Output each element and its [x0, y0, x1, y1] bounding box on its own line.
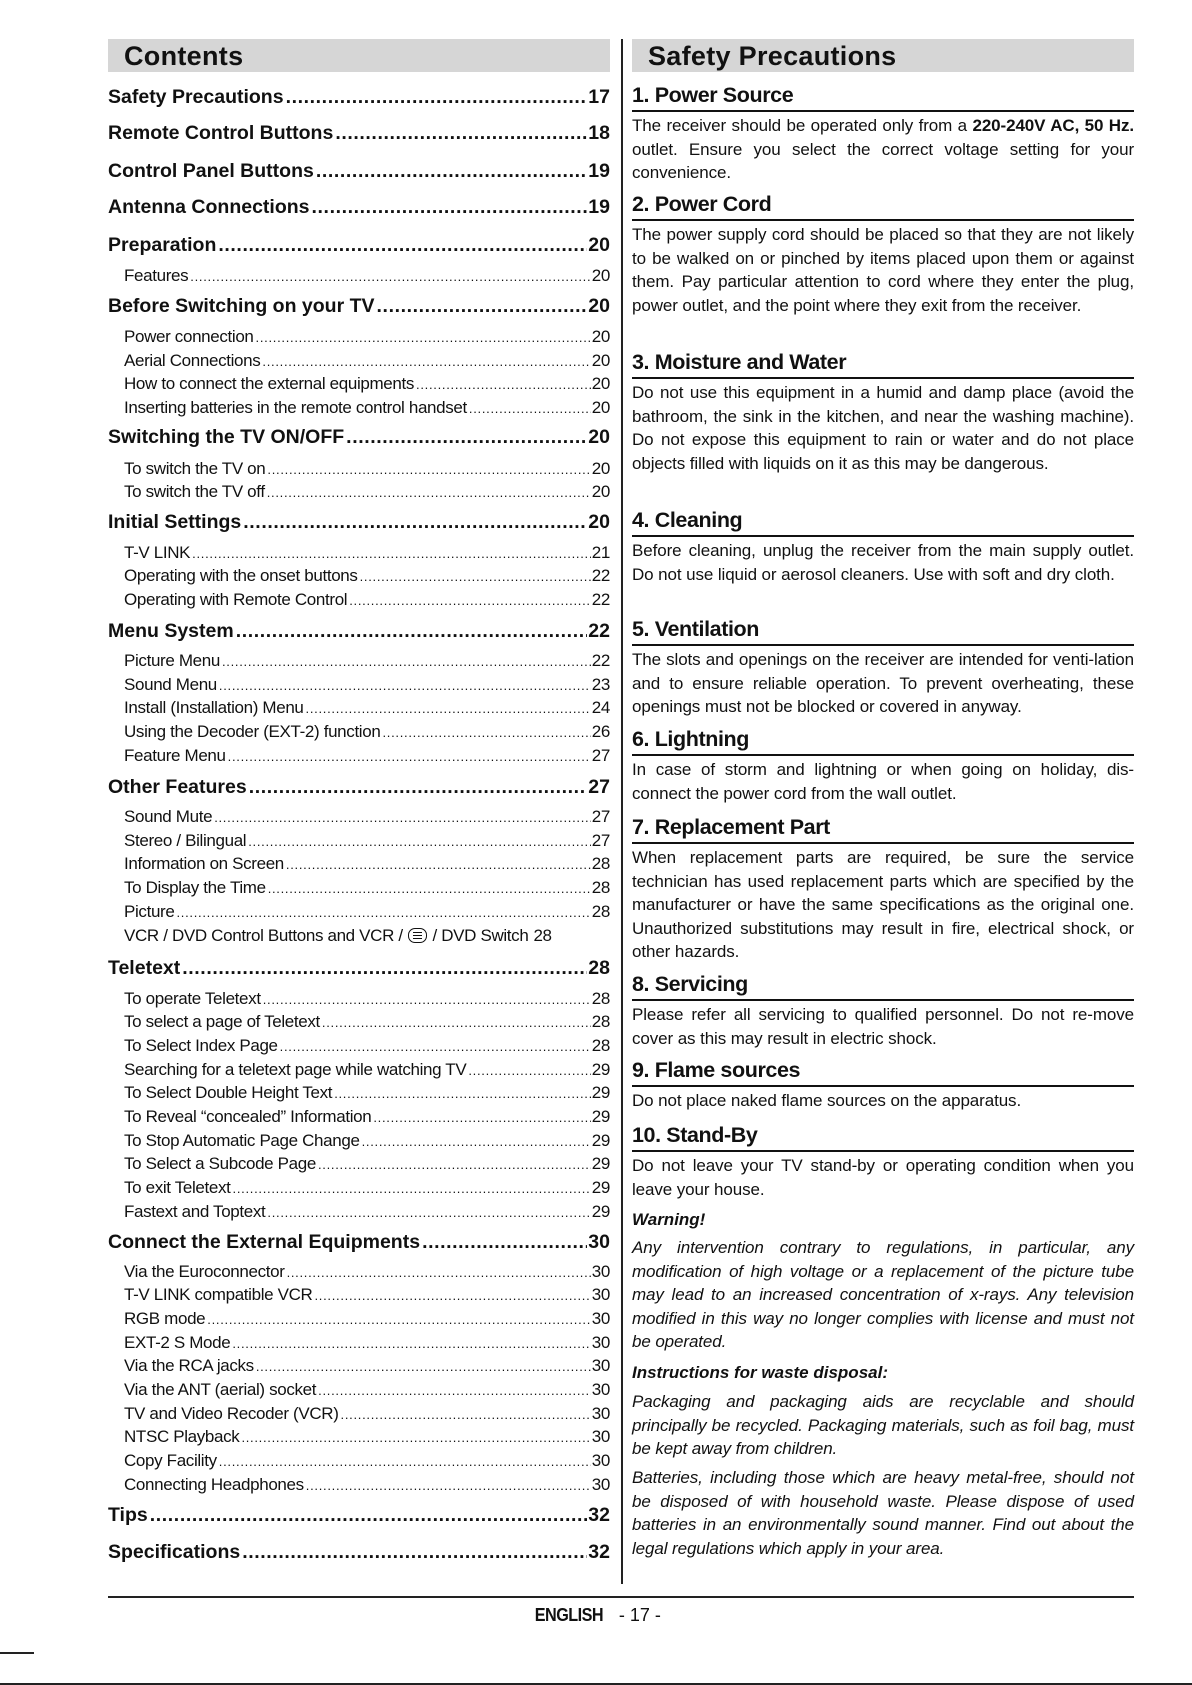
- toc-subsection-entry[interactable]: [108, 1474, 610, 1497]
- toc-subsection-entry[interactable]: [108, 697, 610, 720]
- toc-page-number: 29: [591, 1202, 610, 1221]
- toc-leader-dots: [280, 1036, 591, 1058]
- toc-subsection-entry[interactable]: [108, 1308, 610, 1331]
- toc-entry-label: Before Switching on your TV: [108, 295, 375, 317]
- toc-page-number: 29: [591, 1178, 610, 1197]
- toc-page-number: 30: [591, 1309, 610, 1328]
- toc-page-number: 20: [591, 351, 610, 370]
- toc-page-number: 20: [588, 234, 610, 256]
- toc-page-number: 20: [591, 482, 610, 501]
- toc-leader-dots: [222, 651, 591, 673]
- toc-leader-dots: [360, 566, 591, 588]
- toc-entry-label: Other Features: [108, 776, 247, 798]
- toc-section-entry[interactable]: [108, 1540, 610, 1564]
- toc-leader-dots: [219, 675, 591, 697]
- toc-entry-label: Information on Screen: [124, 854, 284, 873]
- toc-subsection-entry[interactable]: [108, 721, 610, 744]
- toc-leader-dots: [322, 1012, 591, 1034]
- toc-page-number: 22: [591, 566, 610, 585]
- toc-entry-label: Aerial Connections: [124, 351, 261, 370]
- toc-entry-label: T-V LINK compatible VCR: [124, 1285, 313, 1304]
- toc-subsection-entry[interactable]: [108, 1332, 610, 1355]
- safety-header: [632, 39, 1134, 72]
- toc-leader-dots: [243, 510, 587, 534]
- toc-page-number: 18: [588, 122, 610, 144]
- toc-subsection-entry[interactable]: [108, 1379, 610, 1402]
- toc-leader-dots: [228, 746, 591, 768]
- toc-subsection-entry[interactable]: [108, 877, 610, 900]
- section-heading: 1. Power Source: [632, 82, 1134, 112]
- toc-entry-label: TV and Video Recoder (VCR): [124, 1404, 339, 1423]
- section-text: Do not use this equipment in a humid and damp place (avoid the bathroom, the sink in the kitchen, and near the washing machine). Do not expose this equipment to rain or water and do not place objects filled with liquids on it as this may be dangerous.: [632, 383, 1134, 473]
- section-text: Please refer all servicing to qualified personnel. Do not re-move cover as this may result in electric shock.: [632, 1005, 1134, 1048]
- toc-leader-dots: [233, 1178, 591, 1200]
- toc-subsection-entry[interactable]: [108, 1450, 610, 1473]
- toc-page-number: 29: [591, 1154, 610, 1173]
- bottom-rule: [0, 1683, 1192, 1685]
- toc-entry-label: To Reveal “concealed” Information: [124, 1107, 372, 1126]
- toc-entry-label: Fastext and Toptext: [124, 1202, 266, 1221]
- section-text-part: The receiver should be operated only from a: [632, 116, 973, 135]
- toc-page-number: 30: [591, 1356, 610, 1375]
- toc-entry-label: Stereo / Bilingual: [124, 831, 247, 850]
- toc-subsection-entry[interactable]: [108, 1403, 610, 1426]
- toc-leader-dots: [349, 590, 591, 612]
- toc-entry-label: Power connection: [124, 327, 254, 346]
- toc-subsection-entry[interactable]: [108, 1153, 610, 1176]
- toc-entry-label: [124, 925, 528, 947]
- toc-leader-dots: [469, 398, 591, 420]
- toc-entry-label: Via the RCA jacks: [124, 1356, 254, 1375]
- toc-entry-label: Initial Settings: [108, 511, 242, 533]
- toc-page-number: 27: [591, 831, 610, 850]
- toc-entry-label: Preparation: [108, 234, 217, 256]
- toc-leader-dots: [286, 854, 591, 876]
- toc-page-number: 28: [588, 957, 610, 979]
- toc-page-number: 30: [591, 1427, 610, 1446]
- toc-subsection-entry[interactable]: [108, 458, 610, 481]
- toc-leader-dots: [306, 1475, 591, 1497]
- toc-section-entry[interactable]: [108, 510, 610, 534]
- toc-entry-label: To Stop Automatic Page Change: [124, 1131, 360, 1150]
- section-text: [632, 114, 1134, 185]
- toc-leader-dots: [314, 1285, 590, 1307]
- toc-leader-dots: [150, 1503, 588, 1527]
- page-number: - 17 -: [618, 1605, 661, 1625]
- toc-leader-dots: [214, 807, 591, 829]
- toc-entry-label: Connect the External Equipments: [108, 1231, 421, 1253]
- toc-subsection-entry[interactable]: [108, 542, 610, 565]
- toc-subsection-entry[interactable]: [108, 1035, 610, 1058]
- voltage-spec: 220-240V AC, 50 Hz.: [972, 116, 1134, 135]
- toc-leader-dots: [267, 1202, 590, 1224]
- toc-leader-dots: [182, 956, 587, 980]
- toc-section-entry[interactable]: [108, 233, 610, 257]
- toc-entry-label: Specifications: [108, 1541, 241, 1563]
- waste-disposal-label: Instructions for waste disposal:: [632, 1363, 888, 1382]
- toc-subsection-entry[interactable]: [108, 901, 610, 924]
- section-text: In case of storm and lightning or when going on holiday, dis-connect the power cord from the wall outlet.: [632, 760, 1134, 803]
- toc-page-number: 19: [588, 196, 610, 218]
- toc-leader-dots: [242, 1540, 587, 1564]
- toc-entry-label: To Display the Time: [124, 878, 266, 897]
- toc-leader-dots: [316, 159, 587, 183]
- contents-title: Contents: [124, 41, 244, 71]
- toc-page-number: 30: [591, 1404, 610, 1423]
- toc-page-number: 24: [591, 698, 610, 717]
- toc-section-entry[interactable]: [108, 195, 610, 219]
- section-heading: 2. Power Cord: [632, 191, 1134, 221]
- toc-page-number: 22: [591, 590, 610, 609]
- toc-entry-label: Install (Installation) Menu: [124, 698, 304, 717]
- toc-entry-label: Operating with the onset buttons: [124, 566, 358, 585]
- toc-section-entry[interactable]: [108, 775, 610, 799]
- toc-section-entry[interactable]: [108, 619, 610, 643]
- toc-page-number: 30: [591, 1262, 610, 1281]
- toc-subsection-entry[interactable]: [108, 853, 610, 876]
- toc-leader-dots: [256, 1356, 591, 1378]
- toc-entry-label: Sound Mute: [124, 807, 213, 826]
- toc-subsection-entry[interactable]: [108, 397, 610, 420]
- toc-entry-label: Connecting Headphones: [124, 1475, 304, 1494]
- toc-entry-label: Control Panel Buttons: [108, 160, 314, 182]
- toc-leader-dots: [287, 1262, 591, 1284]
- toc-entry-label: Operating with Remote Control: [124, 590, 348, 609]
- toc-page-number: 23: [591, 675, 610, 694]
- toc-page-number: 30: [591, 1285, 610, 1304]
- toc-page-number: 26: [591, 722, 610, 741]
- footer-rule: [108, 1596, 1134, 1598]
- section-heading: 9. Flame sources: [632, 1057, 1134, 1087]
- toc-entry-label: Using the Decoder (EXT-2) function: [124, 722, 381, 741]
- toc-subsection-entry[interactable]: [108, 806, 610, 829]
- toc-entry-label: To Select Index Page: [124, 1036, 278, 1055]
- toc-subsection-entry[interactable]: [108, 1355, 610, 1378]
- toc-page-number: 21: [591, 543, 610, 562]
- toc-page-number: 20: [591, 459, 610, 478]
- toc-section-entry[interactable]: [108, 1503, 610, 1527]
- toc-leader-dots: [249, 775, 588, 799]
- footer-language: ENGLISH: [534, 1605, 604, 1625]
- page-footer: [0, 1604, 1192, 1626]
- contents-header: [108, 39, 610, 72]
- section-heading: 6. Lightning: [632, 726, 1134, 756]
- warning-text: Any intervention contrary to regulations, in particular, any modification of high voltage or a replacement of the picture tube may lead to an increased concentration of x-rays. Any television modified in this way no longer complies with license and must not be operated.: [632, 1238, 1134, 1351]
- toc-page-number: 28: [591, 1036, 610, 1055]
- toc-entry-label: Features: [124, 266, 189, 285]
- toc-section-entry[interactable]: [108, 956, 610, 980]
- toc-entry-label: How to connect the external equipments: [124, 374, 415, 393]
- toc-subsection-entry[interactable]: [108, 650, 610, 673]
- toc-entry-label: Via the Euroconnector: [124, 1262, 285, 1281]
- toc-leader-dots: [248, 831, 591, 853]
- toc-subsection-entry[interactable]: [108, 745, 610, 768]
- toc-subsection-entry[interactable]: [108, 925, 610, 947]
- toc-page-number: 28: [591, 989, 610, 1008]
- toc-entry-label: T-V LINK: [124, 543, 191, 562]
- toc-entry-label: Searching for a teletext page while watching TV: [124, 1060, 467, 1079]
- toc-entry-label: Antenna Connections: [108, 196, 310, 218]
- toc-leader-dots: [312, 195, 588, 219]
- toc-subsection-entry[interactable]: [108, 1011, 610, 1034]
- toc-entry-label: Inserting batteries in the remote control handset: [124, 398, 467, 417]
- toc-page-number: 20: [588, 511, 610, 533]
- toc-page-number: 29: [591, 1131, 610, 1150]
- vcr-dvd-switch-icon: [408, 928, 427, 943]
- safety-title: Safety Precautions: [648, 41, 897, 71]
- toc-page-number: 28: [533, 926, 552, 945]
- toc-entry-label: To Select Double Height Text: [124, 1083, 333, 1102]
- toc-entry-label: Picture: [124, 902, 175, 921]
- toc-leader-dots: [268, 878, 591, 900]
- toc-subsection-entry[interactable]: [108, 1426, 610, 1449]
- toc-subsection-entry[interactable]: [108, 481, 610, 504]
- toc-page-number: 27: [591, 807, 610, 826]
- toc-entry-label: To switch the TV on: [124, 459, 266, 478]
- waste-paragraph: Batteries, including those which are heavy metal-free, should not be disposed of with household waste. Please dispose of used batteries in an environmentally sound manner. Find out about the legal regulations which apply in your area.: [632, 1468, 1134, 1558]
- toc-page-number: 29: [591, 1083, 610, 1102]
- toc-entry-label: Sound Menu: [124, 675, 217, 694]
- toc-subsection-entry[interactable]: [108, 1082, 610, 1105]
- toc-page-number: 20: [588, 426, 610, 448]
- toc-subsection-entry[interactable]: [108, 830, 610, 853]
- toc-leader-dots: [241, 1427, 590, 1449]
- toc-entry-label: To select a page of Teletext: [124, 1012, 320, 1031]
- toc-page-number: 27: [591, 746, 610, 765]
- column-divider: [621, 39, 623, 1584]
- toc-entry-label: To exit Teletext: [124, 1178, 231, 1197]
- section-heading: 7. Replacement Part: [632, 814, 1134, 844]
- waste-paragraph: Packaging and packaging aids are recyclable and should principally be recycled. Packaging materials, such as foil bag, must be kept away from children.: [632, 1392, 1134, 1458]
- toc-page-number: 22: [588, 620, 610, 642]
- toc-leader-dots: [192, 543, 591, 565]
- toc-subsection-entry[interactable]: [108, 1177, 610, 1200]
- toc-leader-dots: [267, 482, 591, 504]
- toc-subsection-entry[interactable]: [108, 1130, 610, 1153]
- toc-page-number: 20: [591, 398, 610, 417]
- section-heading: 3. Moisture and Water: [632, 349, 1134, 379]
- toc-leader-dots: [318, 1380, 591, 1402]
- toc-section-entry[interactable]: [108, 1230, 610, 1254]
- warning-label: Warning!: [632, 1210, 706, 1229]
- toc-page-number: 22: [591, 651, 610, 670]
- toc-page-number: 20: [591, 327, 610, 346]
- toc-leader-dots: [232, 1333, 590, 1355]
- toc-page-number: 28: [591, 878, 610, 897]
- toc-leader-dots: [219, 1451, 591, 1473]
- toc-entry-label: Copy Facility: [124, 1451, 217, 1470]
- toc-leader-dots: [207, 1309, 590, 1331]
- toc-page-number: 20: [591, 374, 610, 393]
- toc-entry-label-part: / DVD Switch: [428, 926, 529, 945]
- section-text: The power supply cord should be placed so that they are not likely to be walked on or pinched by items placed upon them or against them. Pay particular attention to cord where they enter the plug, power outlet, and the point where they exit from the receiver.: [632, 225, 1134, 315]
- toc-page-number: 28: [591, 1012, 610, 1031]
- toc-page-number: 32: [588, 1504, 610, 1526]
- toc-leader-dots: [267, 459, 590, 481]
- toc-page-number: 29: [591, 1060, 610, 1079]
- toc-leader-dots: [318, 1154, 591, 1176]
- section-text: When replacement parts are required, be sure the service technician has used replacement parts which are specified by the manufacturer or have the same specifications as the original one. Unauthorized substitutions may result in fire, electrical shock, or other hazards.: [632, 848, 1134, 961]
- toc-page-number: 28: [591, 902, 610, 921]
- section-heading: 5. Ventilation: [632, 616, 1134, 646]
- toc-entry-label: Safety Precautions: [108, 86, 284, 108]
- section-text: Do not leave your TV stand-by or operating condition when you leave your house.: [632, 1156, 1134, 1199]
- section-text: Do not place naked flame sources on the apparatus.: [632, 1091, 1022, 1110]
- toc-section-entry[interactable]: [108, 121, 610, 145]
- toc-leader-dots: [334, 1083, 591, 1105]
- toc-leader-dots: [373, 1107, 590, 1129]
- toc-subsection-entry[interactable]: [108, 565, 610, 588]
- toc-leader-dots: [377, 294, 588, 318]
- toc-leader-dots: [335, 121, 587, 145]
- toc-page-number: 30: [591, 1451, 610, 1470]
- toc-page-number: 30: [591, 1475, 610, 1494]
- section-heading: 10. Stand-By: [632, 1122, 1134, 1152]
- toc-leader-dots: [382, 722, 590, 744]
- toc-subsection-entry[interactable]: [108, 373, 610, 396]
- toc-page-number: 17: [588, 86, 610, 108]
- toc-entry-label-part: VCR / DVD Control Buttons and VCR /: [124, 926, 408, 945]
- toc-entry-label: Feature Menu: [124, 746, 226, 765]
- toc-section-entry[interactable]: [108, 159, 610, 183]
- toc-entry-label: Picture Menu: [124, 651, 220, 670]
- toc-subsection-entry[interactable]: [108, 265, 610, 288]
- toc-page-number: 19: [588, 160, 610, 182]
- toc-leader-dots: [262, 351, 590, 373]
- toc-subsection-entry[interactable]: [108, 1106, 610, 1129]
- toc-page-number: 27: [588, 776, 610, 798]
- toc-leader-dots: [306, 698, 591, 720]
- toc-leader-dots: [256, 327, 591, 349]
- toc-leader-dots: [286, 85, 588, 109]
- toc-subsection-entry[interactable]: [108, 1059, 610, 1082]
- toc-leader-dots: [176, 902, 590, 924]
- section-heading: 8. Servicing: [632, 971, 1134, 1001]
- toc-section-entry[interactable]: [108, 294, 610, 318]
- toc-subsection-entry[interactable]: [108, 988, 610, 1011]
- toc-page-number: 30: [588, 1231, 610, 1253]
- section-heading: 4. Cleaning: [632, 507, 1134, 537]
- toc-subsection-entry[interactable]: [108, 1201, 610, 1224]
- toc-leader-dots: [341, 1404, 591, 1426]
- toc-entry-label: Remote Control Buttons: [108, 122, 334, 144]
- toc-page-number: 20: [588, 295, 610, 317]
- toc-page-number: 28: [591, 854, 610, 873]
- toc-subsection-entry[interactable]: [108, 589, 610, 612]
- toc-entry-label: To Select a Subcode Page: [124, 1154, 316, 1173]
- toc-entry-label: RGB mode: [124, 1309, 206, 1328]
- toc-page-number: 20: [591, 266, 610, 285]
- toc-subsection-entry[interactable]: [108, 1284, 610, 1307]
- section-text: Before cleaning, unplug the receiver from the main supply outlet. Do not use liquid or aerosol cleaners. Use with soft and dry cloth.: [632, 541, 1134, 584]
- section-text: The slots and openings on the receiver are intended for venti-lation and to ensure reliable operation. To prevent overheating, these openings must not be blocked or covered in anyway.: [632, 650, 1134, 716]
- toc-section-entry[interactable]: [108, 425, 610, 449]
- toc-entry-label: Switching the TV ON/OFF: [108, 426, 345, 448]
- toc-entry-label: To switch the TV off: [124, 482, 265, 501]
- toc-entry-label: Via the ANT (aerial) socket: [124, 1380, 317, 1399]
- toc-entry-label: To operate Teletext: [124, 989, 261, 1008]
- toc-entry-label: Menu System: [108, 620, 234, 642]
- toc-subsection-entry[interactable]: [108, 326, 610, 349]
- toc-page-number: 30: [591, 1380, 610, 1399]
- toc-leader-dots: [346, 425, 587, 449]
- toc-leader-dots: [190, 266, 590, 288]
- toc-entry-label: Tips: [108, 1504, 148, 1526]
- toc-page-number: 29: [591, 1107, 610, 1126]
- toc-subsection-entry[interactable]: [108, 350, 610, 373]
- toc-leader-dots: [362, 1131, 591, 1153]
- toc-entry-label: Teletext: [108, 957, 181, 979]
- toc-leader-dots: [236, 619, 588, 643]
- toc-page-number: 30: [591, 1333, 610, 1352]
- toc-entry-label: NTSC Playback: [124, 1427, 240, 1446]
- crop-mark: [0, 1652, 34, 1654]
- toc-leader-dots: [422, 1230, 587, 1254]
- toc-page-number: 32: [588, 1541, 610, 1563]
- toc-leader-dots: [263, 989, 591, 1011]
- toc-subsection-entry[interactable]: [108, 1261, 610, 1284]
- toc-entry-label: EXT-2 S Mode: [124, 1333, 231, 1352]
- toc-leader-dots: [468, 1060, 590, 1082]
- toc-leader-dots: [218, 233, 587, 257]
- toc-subsection-entry[interactable]: [108, 674, 610, 697]
- section-text-part: outlet. Ensure you select the correct voltage setting for your convenience.: [632, 139, 1134, 182]
- toc-leader-dots: [416, 374, 591, 396]
- toc-section-entry[interactable]: [108, 85, 610, 109]
